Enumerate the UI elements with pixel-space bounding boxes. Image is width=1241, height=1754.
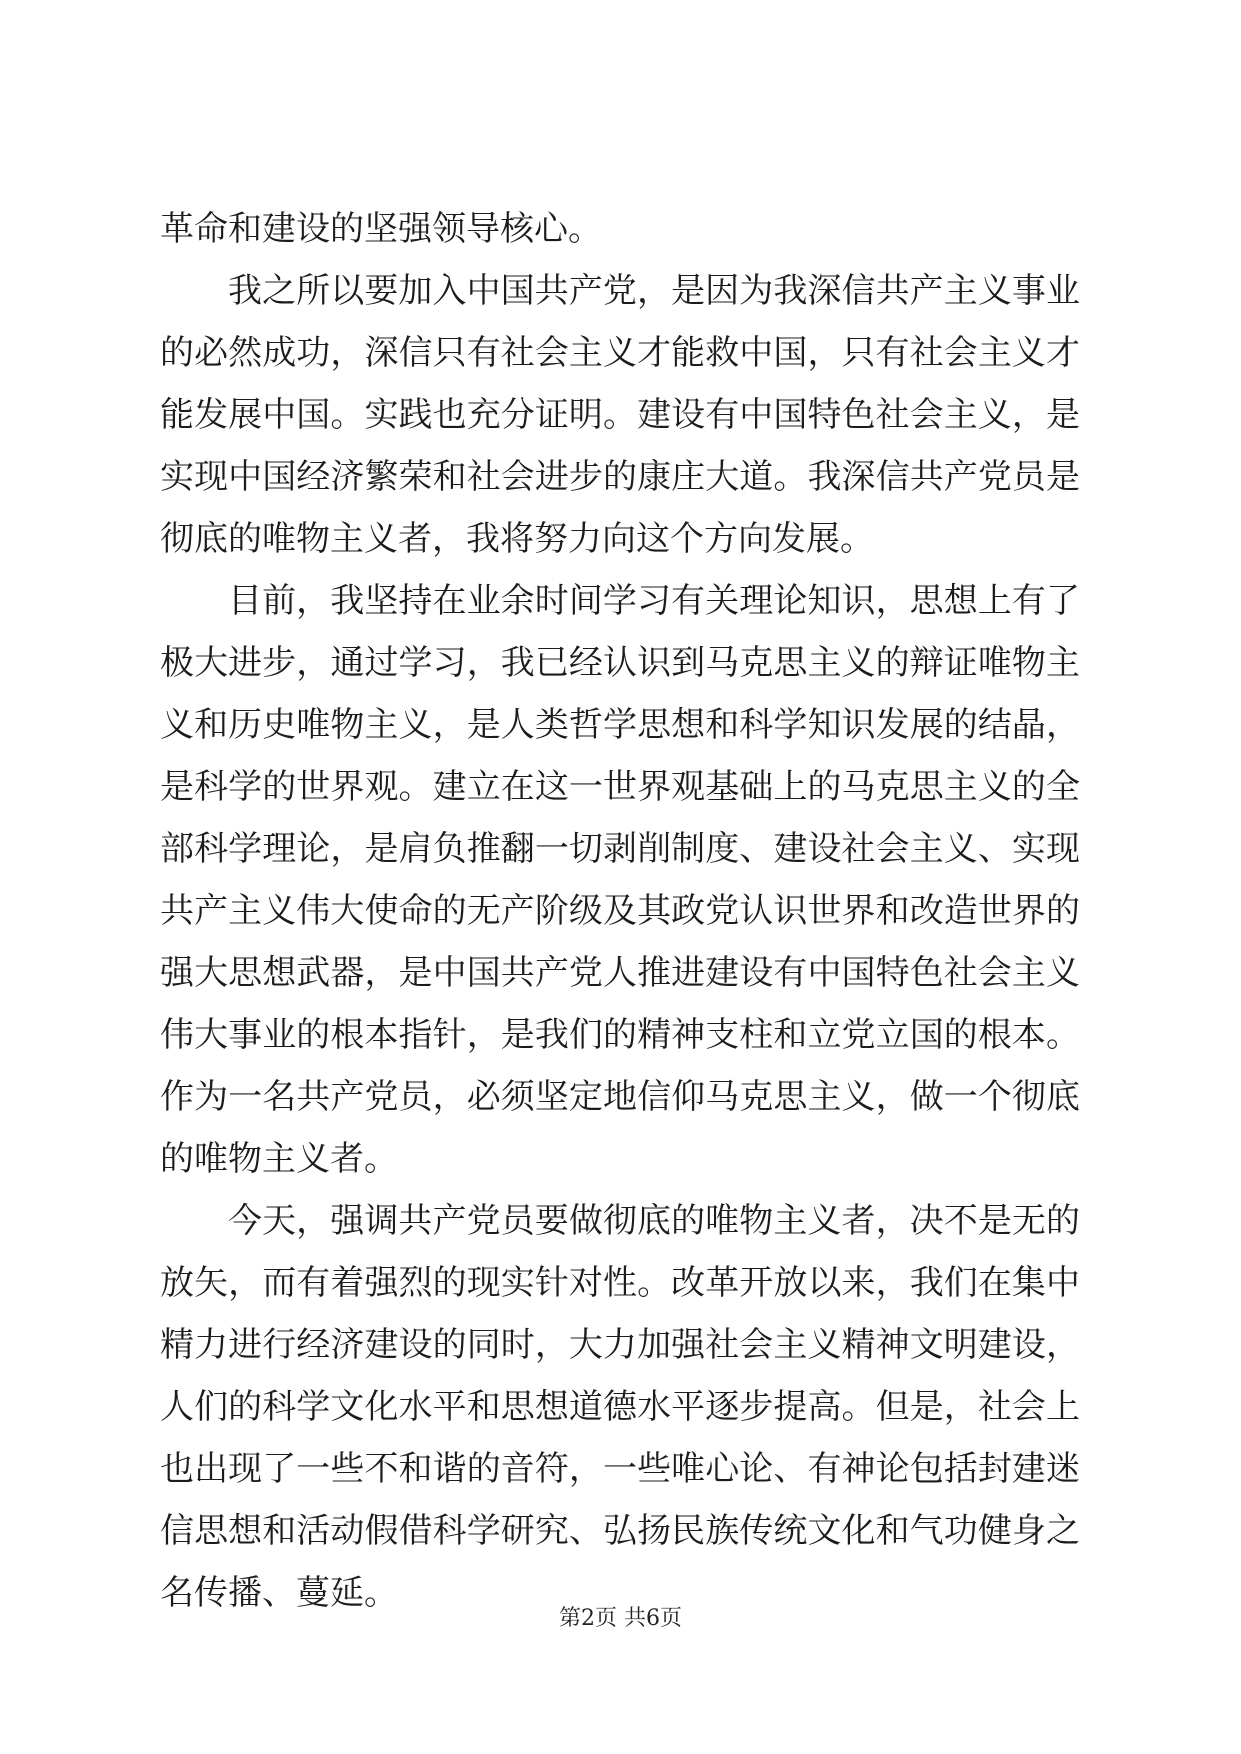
paragraph: 目前，我坚持在业余时间学习有关理论知识，思想上有了极大进步，通过学习，我已经认识到马克思主义的辩证唯物主义和历史唯物主义，是人类哲学思想和科学知识发展的结晶，是科学的世界观。建立在这一世界观基础上的马克思主义的全部科学理论，是肩负推翻一切剥削制度、建设社会主义、实现共产主义伟大使命的无产阶级及其政党认识世界和改造世界的强大思想武器，是中国共产党人推进建设有中国特色社会主义伟大事业的根本指针，是我们的精神支柱和立党立国的根本。作为一名共产党员，必须坚定地信仰马克思主义，做一个彻底的唯物主义者。: [160, 581, 1080, 1179]
paragraph-continuation: 革命和建设的坚强领导核心。: [160, 209, 602, 249]
page-number-label: 第2页 共6页: [559, 1606, 682, 1631]
document-body: [160, 198, 1080, 1624]
page-footer: [0, 1604, 1241, 1634]
paragraph: 我之所以要加入中国共产党，是因为我深信共产主义事业的必然成功，深信只有社会主义才能救中国，只有社会主义才能发展中国。实践也充分证明。建设有中国特色社会主义，是实现中国经济繁荣和社会进步的康庄大道。我深信共产党员是彻底的唯物主义者，我将努力向这个方向发展。: [160, 271, 1080, 559]
paragraph: 今天，强调共产党员要做彻底的唯物主义者，决不是无的放矢，而有着强烈的现实针对性。改革开放以来，我们在集中精力进行经济建设的同时，大力加强社会主义精神文明建设，人们的科学文化水平和思想道德水平逐步提高。但是，社会上也出现了一些不和谐的音符，一些唯心论、有神论包括封建迷信思想和活动假借科学研究、弘扬民族传统文化和气功健身之名传播、蔓延。: [160, 1201, 1080, 1613]
